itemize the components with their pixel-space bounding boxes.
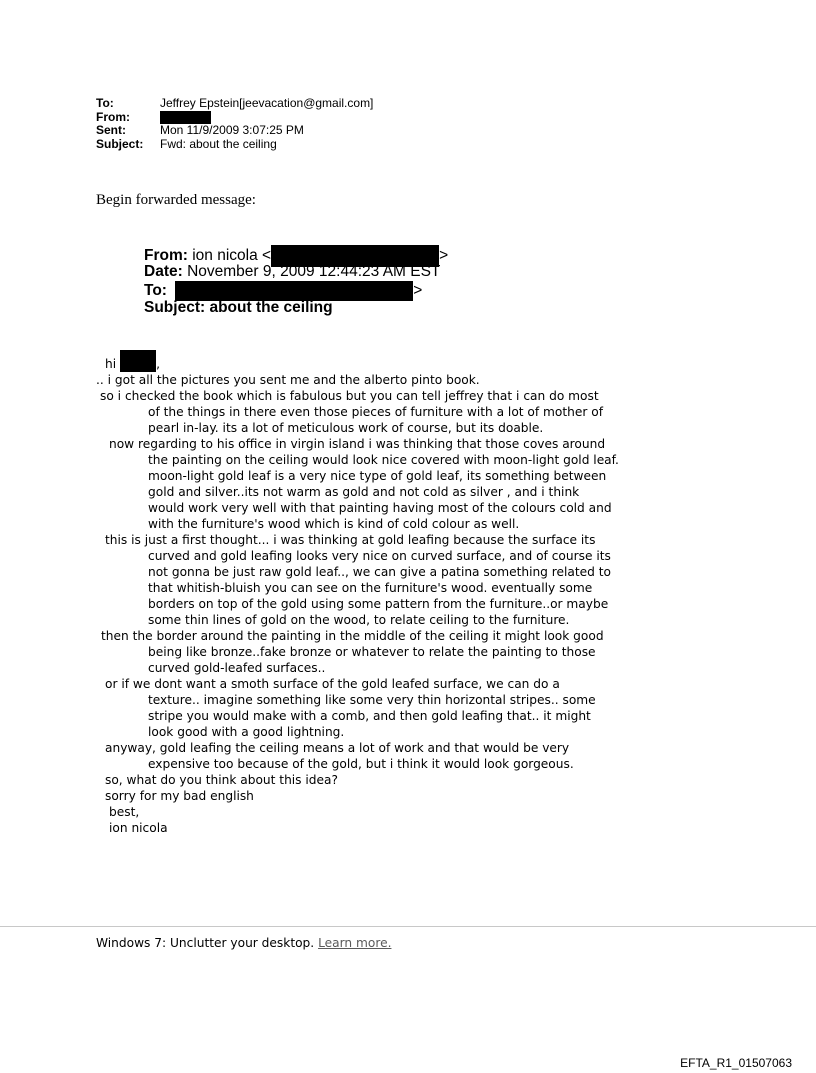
learn-more-link[interactable]: Learn more. [318, 936, 392, 950]
document-id: EFTA_R1_01507063 [680, 1056, 792, 1070]
to-value: Jeffrey Epstein[jeevacation@gmail.com] [160, 96, 374, 110]
fwd-to-close: > [413, 282, 423, 300]
forwarded-header [144, 245, 448, 317]
message-line: some thin lines of gold on the wood, to relate ceiling to the furniture. [148, 613, 570, 627]
message-paragraph [96, 788, 696, 804]
message-line: would work very well with that painting having most of the colours cold and [148, 501, 612, 515]
message-line: anyway, gold leafing the ceiling means a lot of work and that would be very [105, 741, 570, 755]
fwd-to-row [144, 281, 448, 299]
footer-divider [0, 926, 816, 927]
fwd-subject-row [144, 299, 448, 317]
message-line: moon-light gold leaf is a very nice type of gold leaf, its something between [148, 469, 607, 483]
sent-label: Sent: [96, 123, 126, 137]
message-line: borders on top of the gold using some pattern from the furniture..or maybe [148, 597, 609, 611]
greeting-hi: hi [105, 357, 117, 371]
message-line: gold and silver..its not warm as gold and not cold as silver , and i think [148, 485, 580, 499]
sent-row [96, 124, 373, 138]
message-line: or if we dont want a smoth surface of the gold leafed surface, we can do a [105, 677, 560, 691]
to-row [96, 97, 373, 111]
redaction-box [175, 281, 413, 301]
begin-forwarded-label: Begin forwarded message: [96, 192, 256, 208]
fwd-subject-value: about the ceiling [209, 299, 333, 316]
from-label: From: [96, 109, 130, 124]
fwd-date-row [144, 263, 448, 281]
message-line: not gonna be just raw gold leaf.., we can give a patina something related to [148, 565, 612, 579]
message-line: look good with a good lightning. [148, 725, 345, 739]
message-line: now regarding to his office in virgin island i was thinking that those coves around [109, 437, 606, 451]
greeting-line [96, 346, 696, 372]
to-label: To: [96, 96, 114, 110]
message-paragraph [96, 740, 696, 772]
fwd-date-value: November 9, 2009 12:44:23 AM EST [187, 263, 441, 280]
sent-value: Mon 11/9/2009 3:07:25 PM [160, 123, 304, 137]
message-line: texture.. imagine something like some very thin horizontal stripes.. some [148, 693, 596, 707]
fwd-date-label: Date: [144, 263, 183, 280]
message-line: best, [109, 805, 140, 819]
fwd-to-label: To: [144, 282, 167, 300]
greeting-comma: , [156, 357, 160, 371]
message-line: with the furniture's wood which is kind of cold colour as well. [148, 517, 520, 531]
fwd-subject-label: Subject: [144, 299, 206, 316]
message-line: so, what do you think about this idea? [105, 773, 338, 787]
message-line: curved gold-leafed surfaces.. [148, 661, 326, 675]
message-paragraph [96, 532, 696, 628]
message-paragraph [96, 772, 696, 788]
footer [96, 936, 391, 950]
message-line: pearl in-lay. its a lot of meticulous work of course, but its doable. [148, 421, 544, 435]
message-paragraph [96, 804, 696, 820]
message-paragraph [96, 676, 696, 740]
message-paragraph [96, 372, 696, 388]
message-paragraphs [96, 372, 696, 836]
subject-value: Fwd: about the ceiling [160, 136, 277, 151]
message-paragraph [96, 628, 696, 676]
message-line: that whitish-bluish you can see on the furniture's wood. eventually some [148, 581, 593, 595]
message-paragraph [96, 820, 696, 836]
redaction-box [120, 350, 156, 372]
fwd-from-label: From: [144, 247, 188, 265]
message-line: .. i got all the pictures you sent me and the alberto pinto book. [96, 373, 480, 387]
from-row [96, 111, 373, 125]
redaction-box [160, 111, 211, 124]
message-line: of the things in there even those pieces of furniture with a lot of mother of [148, 405, 604, 419]
message-line: the painting on the ceiling would look nice covered with moon-light gold leaf. [148, 453, 619, 467]
message-line: expensive too because of the gold, but i think it would look gorgeous. [148, 757, 574, 771]
email-header [96, 97, 373, 151]
message-line: curved and gold leafing looks very nice on curved surface, and of course its [148, 549, 611, 563]
message-line: then the border around the painting in the middle of the ceiling it might look good [101, 629, 604, 643]
message-line: stripe you would make with a comb, and then gold leafing that.. it might [148, 709, 591, 723]
message-line: this is just a first thought... i was thinking at gold leafing because the surface its [105, 533, 596, 547]
message-line: sorry for my bad english [105, 789, 254, 803]
subject-label: Subject: [96, 136, 144, 151]
message-paragraph [96, 436, 696, 532]
footer-text: Windows 7: Unclutter your desktop. [96, 936, 315, 950]
message-line: so i checked the book which is fabulous but you can tell jeffrey that i can do most [100, 389, 599, 403]
message-line: being like bronze..fake bronze or whatever to relate the painting to those [148, 645, 596, 659]
message-paragraph [96, 388, 696, 436]
message-line: ion nicola [109, 821, 168, 835]
subject-row [96, 138, 373, 152]
fwd-from-close: > [439, 247, 449, 265]
fwd-from-row [144, 245, 448, 263]
message-body [96, 346, 696, 836]
fwd-from-value: ion nicola < [192, 247, 272, 265]
